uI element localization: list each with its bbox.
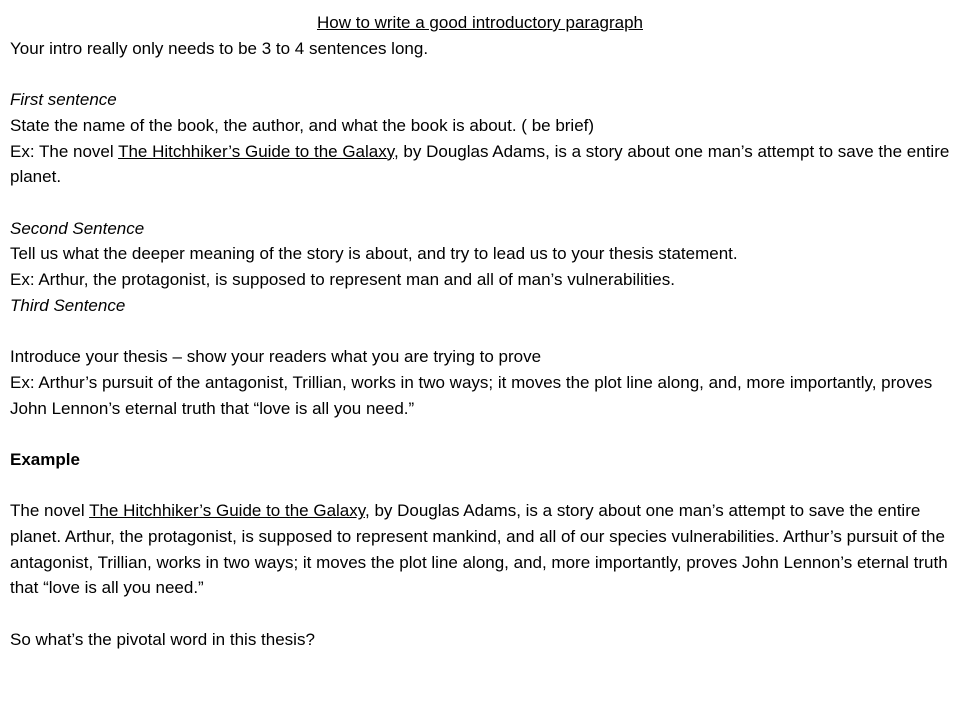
first-sentence-example [10,139,950,190]
third-sentence-example: Ex: Arthur’s pursuit of the antagonist, Trillian, works in two ways; it moves the plot line along, and, more importantly, proves John Lennon’s eternal truth that “love is all you need.” [10,372,933,418]
example-paragraph-body: , by Douglas Adams, is a story about one man’s attempt to save the entire planet. Arthur, the protagonist, is supposed to represent mankind, and all of our species vulnerabilities. Arthur’s pursuit of the antagonist, Trillian, works in two ways; it moves the plot line along, and, more importantly, proves John Lennon’s eternal truth that “love is all you need.” [10,501,948,598]
spacer [10,318,950,344]
page-title: How to write a good introductory paragraph [316,13,643,32]
spacer [10,61,950,87]
third-sentence-instruction: Introduce your thesis – show your readers what you are trying to prove [10,347,542,367]
example-prefix: Ex: The novel [10,141,119,161]
first-sentence-heading: First sentence [10,90,117,110]
example-book-title: The Hitchhiker’s Guide to the Galaxy [89,501,365,521]
spacer [10,601,950,627]
spacer [10,473,950,499]
third-sentence-heading: Third Sentence [10,295,126,315]
example-paragraph-prefix: The novel [10,501,90,521]
second-sentence-heading: Second Sentence [10,218,145,238]
first-sentence-instruction: State the name of the book, the author, and what the book is about. ( be brief) [10,115,595,135]
closing-question: So what’s the pivotal word in this thesis? [10,629,315,649]
example-suffix: , by Douglas Adams, is a story about one man’s attempt to save the entire planet. [10,141,950,187]
intro-text: Your intro really only needs to be 3 to 4 sentences long. [10,38,429,58]
example-heading: Example [10,449,80,469]
book-title: The Hitchhiker’s Guide to the Galaxy [118,141,394,161]
second-sentence-instruction: Tell us what the deeper meaning of the story is about, and try to lead us to your thesis statement. [10,244,738,264]
spacer [10,190,950,216]
second-sentence-example: Ex: Arthur, the protagonist, is supposed to represent man and all of man’s vulnerabilities. [10,270,675,289]
spacer [10,421,950,447]
example-paragraph [10,498,950,601]
